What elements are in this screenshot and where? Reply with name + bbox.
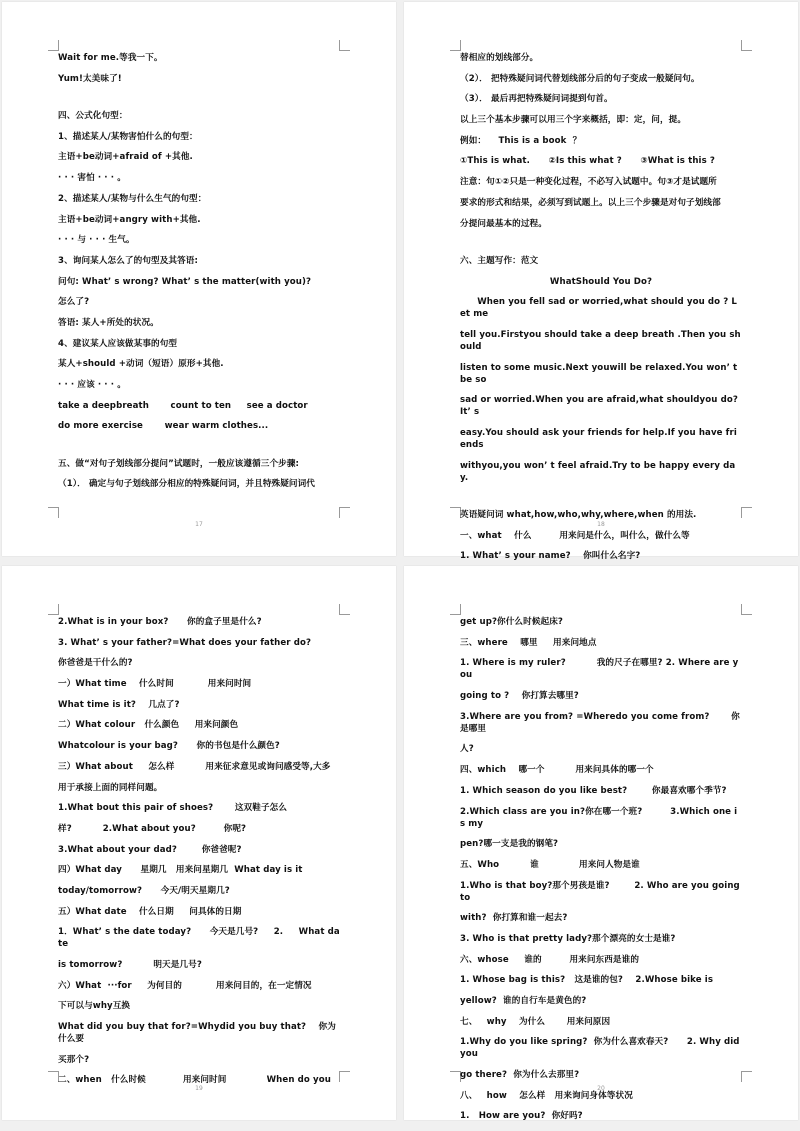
text-line: 问句: What’ s wrong? What’ s the matter(with you)? [58, 276, 312, 287]
text-line: easy.You should ask your friends for help.If you have friends [460, 428, 737, 450]
page-body [58, 52, 340, 499]
text-line: 1、描述某人/某物害怕什么的句型： [58, 131, 198, 142]
text-line: withyou,you won’ t feel afraid.Try to be happy every day. [460, 460, 736, 483]
page-number: 20 [597, 1085, 605, 1092]
text-line: 一）What time 什么时间 用来问时间 [58, 679, 252, 690]
crop-mark-bottom-right [339, 1071, 350, 1082]
text-line: pen?哪一支是我的钢笔? [460, 839, 559, 850]
text-line: 1. Which season do you like best? 你最喜欢哪个季节? [460, 785, 727, 796]
text-line: 要求的形式和结果，必须写到试题上。以上三个步骤是对句子划线部 [460, 197, 721, 208]
document-page-17 [2, 2, 396, 556]
text-line: 2.What is in your box? 你的盒子里是什么? [58, 617, 262, 627]
text-line: 六、主题写作：范文 [460, 255, 539, 266]
text-line: What time is it? 几点了? [58, 699, 180, 710]
text-line: 六）What ···for 为何目的 用来问目的，在一定情况 [58, 980, 312, 991]
text-line: 1. Whose bag is this? 这是谁的包? 2.Whose bike is [460, 975, 714, 986]
crop-mark-top-left [450, 604, 461, 615]
crop-mark-top-left [48, 604, 59, 615]
text-line: 1.Who is that boy?那个男孩是谁? 2. Who are you going to [460, 880, 743, 903]
text-line: （3）． 最后再把特殊疑问词提到句首。 [460, 94, 613, 105]
text-line: 三）What about 怎么样 用来征求意见或询问感受等,大多 [58, 761, 331, 772]
text-line: 3.Where are you from? =Wheredo you come from? 你是哪里 [460, 711, 740, 734]
text-line: 英语疑问词 what,how,who,why,where,when 的用法. [460, 510, 697, 521]
text-line: 主语+be动词+angry with+其他. [58, 214, 201, 225]
text-line [58, 93, 340, 101]
text-line: ①This is what. ②Is this what ? ③What is this ? [460, 156, 715, 167]
text-line: 四、公式化句型： [58, 111, 128, 122]
crop-mark-bottom-left [48, 507, 59, 518]
crop-mark-top-left [48, 40, 59, 51]
text-line: 3.What about your dad? 你爸爸呢? [58, 844, 242, 855]
text-line: 一、what 什么 用来问是什么，叫什么，做什么等 [460, 530, 690, 541]
text-line: listen to some music.Next youwill be relaxed.You won’ t be so [460, 362, 741, 385]
crop-mark-bottom-right [339, 507, 350, 518]
text-line: today/tomorrow? 今天/明天星期几? [58, 885, 230, 896]
text-line: 注意：句①②只是一种变化过程，不必写入试题中。句③才是试题所 [460, 177, 717, 188]
text-line: 六、whose 谁的 用来问东西是谁的 [460, 954, 640, 965]
text-line: take a deepbreath count to ten see a doctor [58, 400, 308, 411]
text-line: 替相应的划线部分。 [460, 53, 539, 63]
page-number: 17 [195, 521, 203, 528]
text-line: 主语+be动词+afraid of +其他. [58, 152, 193, 163]
text-line: yellow? 谁的自行车是黄色的? [460, 996, 587, 1006]
text-line: Yum!太美味了! [58, 73, 122, 84]
text-line: 你爸爸是干什么的? [58, 658, 133, 669]
crop-mark-top-left [450, 40, 461, 51]
text-line: 用于承接上面的同样问题。 [58, 782, 163, 793]
text-line: get up?你什么时候起床? [460, 617, 563, 627]
text-line: · · · 与 · · · 生气。 [58, 235, 135, 246]
text-line: 某人+should +动词（短语）原形+其他. [58, 359, 224, 370]
text-line: 3. What’ s your father?=What does your father do? [58, 637, 312, 648]
text-line: 3. Who is that pretty lady?那个漂亮的女士是谁? [460, 933, 676, 944]
text-line: 1.Why do you like spring? 你为什么喜欢春天? 2. Why did you [460, 1037, 743, 1060]
text-line: 以上三个基本步骤可以用三个字来概括，即：定，问，提。 [460, 115, 687, 126]
crop-mark-top-right [339, 604, 350, 615]
text-line: 样? 2.What about you? 你呢? [58, 823, 247, 834]
text-line: 五、Who 谁 用来问人物是谁 [460, 859, 640, 870]
text-line: 买那个? [58, 1054, 90, 1065]
text-line: 四）What day 星期几 用来问星期几 What day is it [58, 865, 303, 876]
text-line: Wait for me.等我一下。 [58, 53, 163, 63]
text-line: When you fell sad or worried,what should you do ? Let me [460, 297, 738, 320]
text-line: 1．What’ s the date today? 今天是几号? 2. What date [58, 927, 340, 950]
text-line: 怎么了? [58, 297, 90, 308]
text-line [58, 441, 340, 449]
text-line: 四、which 哪一个 用来问具体的哪一个 [460, 765, 654, 776]
text-line: with? 你打算和谁一起去? [460, 913, 568, 924]
page-body [58, 616, 340, 1095]
text-line: 2.Which class are you in?你在哪一个班? 3.Which one is my [460, 806, 738, 829]
text-line: 1.What bout this pair of shoes? 这双鞋子怎么 [58, 803, 288, 814]
document-page-20 [404, 566, 798, 1120]
text-line: 2、描述某人/某物与什么生气的句型： [58, 193, 207, 204]
page-body [460, 52, 742, 571]
text-line: 八、 how 怎么样 用来询问身体等状况 [460, 1090, 633, 1101]
page-number: 18 [597, 521, 605, 528]
text-line: 例如： This is a book ？ [460, 135, 582, 146]
text-line: sad or worried.When you are afraid,what shouldyou do? It’ s [460, 395, 742, 418]
text-line: 五、做“对句子划线部分提问”试题时，一般应该遵循三个步骤: [58, 458, 300, 469]
document-page-19 [2, 566, 396, 1120]
text-line: · · · 害怕 · · · 。 [58, 173, 126, 184]
text-line: 1. How are you? 你好吗? [460, 1111, 583, 1122]
text-line: tell you.Firstyou should take a deep breath .Then you should [460, 329, 741, 352]
text-line: 二）What colour 什么颜色 用来问颜色 [58, 720, 239, 731]
text-line: 七、 why 为什么 用来问原因 [460, 1016, 611, 1027]
text-line: is tomorrow? 明天是几号? [58, 960, 202, 970]
text-line [460, 238, 742, 246]
text-line: 1. Where is my ruler? 我的尺子在哪里? 2. Where are you [460, 658, 739, 681]
text-line: 1. What’ s your name? 你叫什么名字? [460, 551, 641, 562]
crop-mark-bottom-right [741, 507, 752, 518]
crop-mark-bottom-right [741, 1071, 752, 1082]
document-page-18 [404, 2, 798, 562]
text-line: （1）． 确定与句子划线部分相应的特殊疑问词，并且特殊疑问词代 [58, 479, 315, 490]
text-line: 下可以与why互换 [58, 1001, 131, 1012]
text-line: 五）What date 什么日期 问具体的日期 [58, 906, 242, 917]
text-line: · · · 应该 · · · 。 [58, 380, 126, 390]
page-body [460, 616, 742, 1131]
text-line: do more exercise wear warm clothes... [58, 421, 269, 432]
crop-mark-top-right [339, 40, 350, 51]
crop-mark-top-right [741, 40, 752, 51]
crop-mark-top-right [741, 604, 752, 615]
text-line: Whatcolour is your bag? 你的书包是什么颜色? [58, 741, 280, 752]
text-line: 二、when 什么时候 用来问时间 When do you [58, 1075, 331, 1086]
text-line: going to ? 你打算去哪里? [460, 691, 579, 702]
text-line: 三、where 哪里 用来问地点 [460, 637, 597, 648]
text-line: （2）． 把特殊疑问词代替划线部分后的句子变成一般疑问句。 [460, 73, 700, 84]
text-line: 答语: 某人+所处的状况。 [58, 317, 159, 328]
text-line: WhatShould You Do? [549, 276, 653, 287]
page-number: 19 [195, 1085, 203, 1092]
text-line: go there? 你为什么去那里? [460, 1070, 580, 1081]
text-line [460, 492, 742, 500]
text-line: 分提问最基本的过程。 [460, 218, 547, 229]
text-line: 人? [460, 744, 474, 755]
text-line: What did you buy that for?=Whydid you buy that? 你为什么要 [58, 1022, 336, 1045]
text-line: 3、询问某人怎么了的句型及其答语: [58, 255, 199, 266]
text-line: 4、建议某人应该做某事的句型 [58, 338, 178, 349]
